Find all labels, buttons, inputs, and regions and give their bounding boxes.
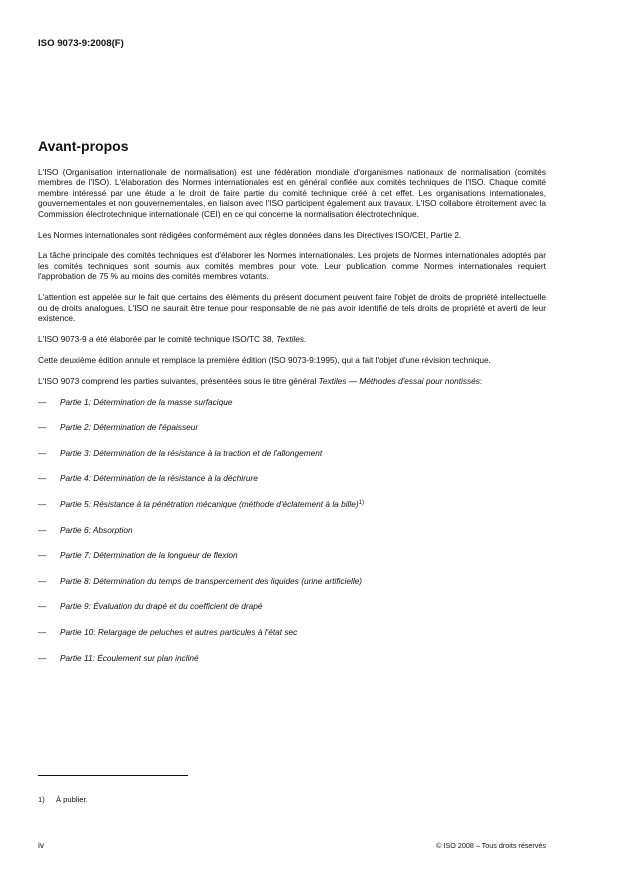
dash-marker: — [38,498,47,509]
page-number: iv [38,840,45,850]
parts-list [38,397,546,679]
parts-intro-text: L'ISO 9073 comprend les parties suivantes, présentées sous le titre général [38,375,319,386]
paragraph-technical-committees: La tâche principale des comités techniques est d'élaborer les Normes internationales. Les projets de Normes internationales adoptés par les comités techniques sont soumis aux comités membres pour vote. Leur publication comme Normes internationales requiert l'approbation de 75 % au moins des comités membres votants. [38,250,546,282]
prepared-by-end: . [304,333,307,344]
dash-marker: — [38,652,47,663]
prepared-by-text: L'ISO 9073-9 a été élaborée par le comité technique ISO/TC 38, [38,333,277,344]
dash-marker: — [38,524,47,535]
list-item [38,576,546,602]
part-title: Partie 11: Écoulement sur plan incliné [60,652,199,663]
footnote-reference: 1) [358,499,364,506]
dash-marker: — [38,447,47,458]
parts-intro-end: : [479,375,483,386]
list-item [38,422,546,448]
list-item [38,627,546,653]
list-item [38,499,546,525]
list-item [38,601,546,627]
document-id-header: ISO 9073-9:2008(F) [38,38,124,49]
part-title: Partie 7: Détermination de la longueur de flexion [60,550,238,561]
part-title: Partie 5: Résistance à la pénétration mécanique (méthode d'éclatement à la bille) [60,498,359,509]
list-item [38,448,546,474]
part-title: Partie 2: Détermination de l'épaisseur [60,422,199,433]
list-item [38,397,546,423]
part-title: Partie 1: Détermination de la masse surfacique [60,396,233,407]
paragraph-edition: Cette deuxième édition annule et remplace la première édition (ISO 9073-9:1995), qui a fait l'objet d'une révision technique. [38,354,491,365]
dash-marker: — [38,396,47,407]
dash-marker: — [38,601,47,612]
list-item [38,525,546,551]
committee-title: Textiles [276,333,305,344]
part-title: Partie 10: Relargage de peluches et autres particules à l'état sec [60,626,298,637]
paragraph-parts-intro [38,376,546,386]
dash-marker: — [38,550,47,561]
foreword-body [38,167,546,678]
footnote [38,795,88,804]
paragraph-directives: Les Normes internationales sont rédigées conformément aux règles données dans les Directives ISO/CEI, Partie 2. [38,229,462,240]
paragraph-prepared-by [38,334,546,344]
paragraph-patent-rights: L'attention est appelée sur le fait que certains des éléments du présent document peuvent faire l'objet de droits de propriété intellectuelle ou de droits analogues. L'ISO ne saurait être tenue pour responsable de ne pas avoir identifié de tels droits de propriété et averti de leur existence. [38,292,546,323]
part-title: Partie 8: Détermination du temps de transpercement des liquides (urine artificielle) [60,575,363,586]
copyright-notice: © ISO 2008 – Tous droits réservés [436,841,546,850]
general-title: Textiles — Méthodes d'essai pour nontissés [318,375,480,386]
paragraph-iso-overview: L'ISO (Organisation internationale de normalisation) est une fédération mondiale d'organismes nationaux de normalisation (comités membres de l'ISO). L'élaboration des Normes internationales est en général confiée aux comités techniques de l'ISO. Chaque comité membre intéressé par une étude a le droit de faire partie du comité technique créé à cet effet. Les organisations internationales, gouvernementales et non gouvernementales, en liaison avec l'ISO participent également aux travaux. L'ISO collabore étroitement avec la Commission électrotechnique internationale (CEI) en ce qui concerne la normalisation électrotechnique. [38,167,546,219]
list-item [38,550,546,576]
list-item [38,473,546,499]
footnote-label: 1) [38,795,45,804]
dash-marker: — [38,626,47,637]
part-title: Partie 3: Détermination de la résistance à la traction et de l'allongement [60,447,323,458]
dash-marker: — [38,422,47,433]
footnote-text: À publier. [56,795,88,804]
part-title: Partie 9: Évaluation du drapé et du coefficient de drapé [60,601,263,612]
part-title: Partie 4: Détermination de la résistance à la déchirure [60,473,258,484]
dash-marker: — [38,473,47,484]
footnote-separator [38,775,188,776]
list-item [38,653,546,679]
dash-marker: — [38,575,47,586]
part-title: Partie 6: Absorption [60,524,133,535]
page-title: Avant-propos [38,138,129,154]
